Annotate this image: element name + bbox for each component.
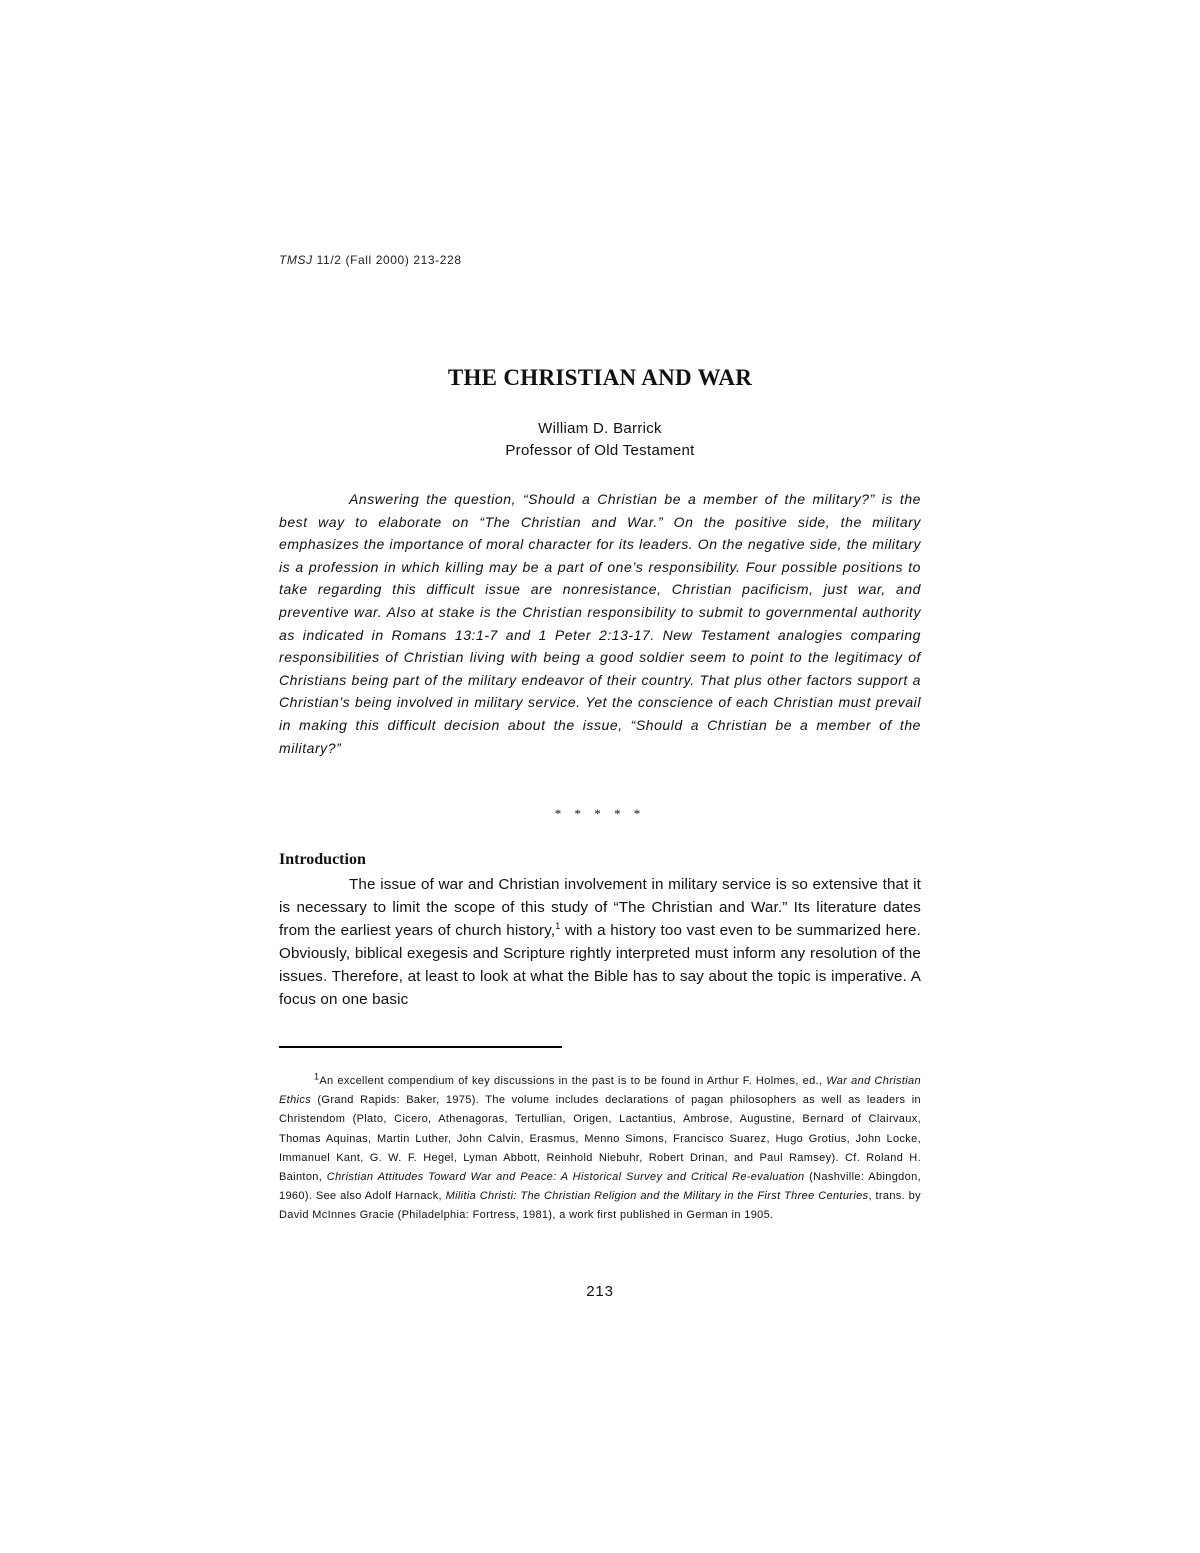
journal-abbreviation: TMSJ [279,253,313,267]
footnote [279,1072,921,1226]
author-position: Professor of Old Testament [505,442,695,459]
intro-paragraph [279,873,921,1011]
section-separator: * * * * * [554,806,646,821]
footnote-book-title-3: Militia Christi: The Christian Religion and the Military in the First Three Centuries [445,1190,869,1203]
footnote-reference[interactable]: 1 [555,920,561,931]
intro-text-part2: with a history too vast even to be summarized here. Obviously, biblical exegesis and Scripture rightly interpreted must inform any resolution of the issues. Therefore, at least to look at what the Bible has to say about the topic is imperative. A focus on one basic [279,922,921,1008]
intro-text-part1: The issue of war and Christian involvement in military service is so extensive that it is necessary to limit the scope of this study of “The Christian and War.” Its literature dates from the earliest years of church history, [279,876,921,939]
footnote-text-3: (Nashville: Abingdon, 1960). See also Adolf Harnack, [279,1171,921,1203]
footnote-book-title-2: Christian Attitudes Toward War and Peace: A Historical Survey and Critical Re-evaluation [326,1171,805,1184]
footnote-text-1: An excellent compendium of key discussions in the past is to be found in Arthur F. Holmes, ed., [319,1075,827,1087]
article-title: THE CHRISTIAN AND WAR [447,365,753,390]
page-number: 213 [586,1283,614,1300]
author-name: William D. Barrick [538,420,662,437]
footnote-divider [279,1046,562,1048]
journal-citation: 11/2 (Fall 2000) 213-228 [312,253,462,267]
footnote-text-2: (Grand Rapids: Baker, 1975). The volume includes declarations of pagan philosophers as well as leaders in Christendom (Plato, Cicero, Athenagoras, Tertullian, Origen, Lactantius, Ambrose, Augustine, Bernard of Clairvaux, Thomas Aquinas, Martin Luther, John Calvin, Erasmus, Menno Simons, Francisco Suarez, Hugo Grotius, John Locke, Immanuel Kant, G. W. F. Hegel, Lyman Abbott, Reinhold Niebuhr, Robert Drinan, and Paul Ramsey). Cf. Roland H. Bainton, [279,1094,921,1184]
footnote-text-4: , trans. by David McInnes Gracie (Philadelphia: Fortress, 1981), a work first published in German in 1905. [279,1190,921,1222]
section-heading: Introduction [279,851,366,868]
footnote-book-title-1: War and Christian Ethics [279,1075,921,1107]
abstract: Answering the question, “Should a Christian be a member of the military?” is the best way to elaborate on “The Christian and War.” On the positive side, the military emphasizes the importance of moral character for its leaders. On the negative side, the military is a profession in which killing may be a part of one’s responsibility. Four possible positions to take regarding this difficult issue are nonresistance, Christian pacificism, just war, and preventive war. Also at stake is the Christian responsibility to submit to governmental authority as indicated in Romans 13:1-7 and 1 Peter 2:13-17. New Testament analogies comparing responsibilities of Christian living with being a good soldier seem to point to the legitimacy of Christians being part of the military endeavor of their country. That plus other factors support a Christian’s being involved in military service. Yet the conscience of each Christian must prevail in making this difficult decision about the issue, “Should a Christian be a member of the military?” [279,491,921,756]
footnote-number: 1 [314,1071,320,1082]
author-block [279,418,921,462]
running-head [279,253,462,267]
